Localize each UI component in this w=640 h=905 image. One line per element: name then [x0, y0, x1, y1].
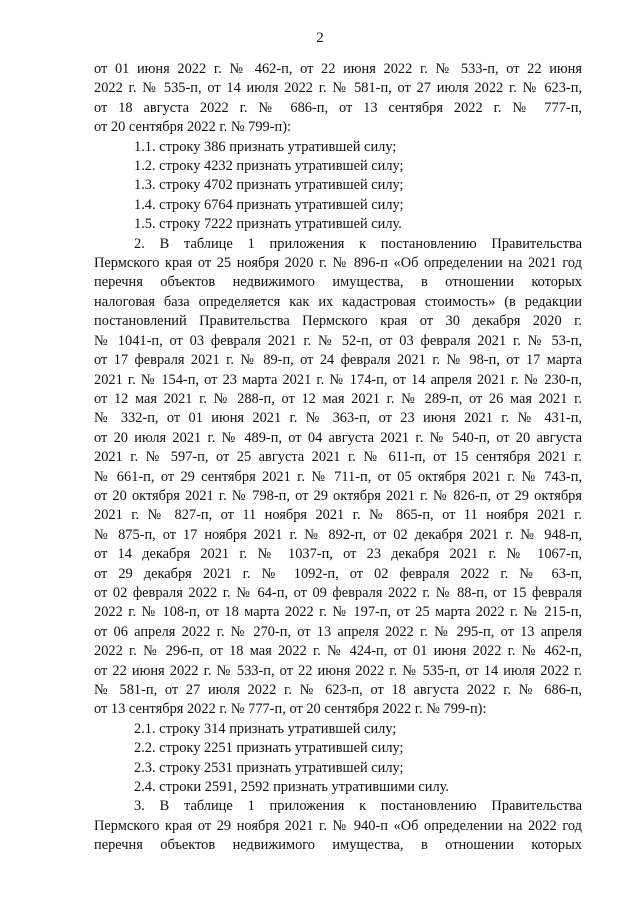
text-line: перечня объектов недвижимого имущества, в отношении которых	[94, 837, 582, 854]
text-line: от 22 июня 2022 г. № 533-п, от 22 июня 2022 г. № 535-п, от 14 июля 2022 г.	[94, 662, 582, 679]
text-line: от 17 февраля 2021 г. № 89-п, от 24 февраля 2021 г. № 98-п, от 17 марта	[94, 352, 582, 369]
text-line: 2.3. строку 2531 признать утратившей силу;	[134, 759, 404, 776]
text-line: 2022 г. № 296-п, от 18 мая 2022 г. № 424-п, от 01 июня 2022 г. № 462-п,	[94, 643, 582, 660]
text-line: 2.1. строку 314 признать утратившей силу;	[134, 720, 397, 737]
text-line: 2021 г. № 827-п, от 11 ноября 2021 г. № 865-п, от 11 ноября 2021 г.	[94, 507, 582, 524]
text-line: 2022 г. № 535-п, от 14 июля 2022 г. № 581-п, от 27 июля 2022 г. № 623-п,	[94, 80, 582, 97]
page-number: 2	[316, 30, 324, 46]
text-line: 1.3. строку 4702 признать утратившей силу;	[134, 177, 404, 194]
text-line: № 332-п, от 01 июня 2021 г. № 363-п, от 23 июня 2021 г. № 431-п,	[94, 410, 582, 427]
text-line: 1.4. строку 6764 признать утратившей силу;	[134, 196, 404, 213]
text-line: 2021 г. № 597-п, от 25 августа 2021 г. № 611-п, от 15 сентября 2021 г.	[94, 449, 582, 466]
text-line: от 13 сентября 2022 г. № 777-п, от 20 сентября 2022 г. № 799-п):	[94, 701, 487, 718]
document-body	[94, 60, 582, 856]
text-line: постановлений Правительства Пермского края от 30 декабря 2020 г.	[94, 313, 582, 330]
text-line: от 20 октября 2021 г. № 798-п, от 29 октября 2021 г. № 826-п, от 29 октября	[94, 487, 582, 504]
text-line: от 06 апреля 2022 г. № 270-п, от 13 апреля 2022 г. № 295-п, от 13 апреля	[94, 623, 582, 640]
text-line: перечня объектов недвижимого имущества, в отношении которых	[94, 274, 582, 291]
text-line: № 661-п, от 29 сентября 2021 г. № 711-п, от 05 октября 2021 г. № 743-п,	[94, 468, 582, 485]
text-line: Пермского края от 29 ноября 2021 г. № 940-п «Об определении на 2022 год	[94, 817, 582, 834]
text-line: от 12 мая 2021 г. № 288-п, от 12 мая 2021 г. № 289-п, от 26 мая 2021 г.	[94, 390, 582, 407]
text-line: № 581-п, от 27 июля 2022 г. № 623-п, от 18 августа 2022 г. № 686-п,	[94, 682, 582, 698]
text-line: 1.5. строку 7222 признать утратившей силу.	[134, 216, 402, 233]
text-line: от 20 сентября 2022 г. № 799-п):	[94, 119, 292, 136]
text-line: от 02 февраля 2022 г. № 64-п, от 09 февраля 2022 г. № 88-п, от 15 февраля	[94, 584, 582, 601]
text-line: № 875-п, от 17 ноября 2021 г. № 892-п, от 02 декабря 2021 г. № 948-п,	[94, 526, 582, 543]
text-line: налоговая база определяется как их кадастровая стоимость» (в редакции	[94, 293, 582, 310]
text-line: № 1041-п, от 03 февраля 2021 г. № 52-п, от 03 февраля 2021 г. № 53-п,	[94, 332, 582, 349]
text-line: от 20 июля 2021 г. № 489-п, от 04 августа 2021 г. № 540-п, от 20 августа	[94, 429, 582, 446]
text-line: от 18 августа 2022 г. № 686-п, от 13 сентября 2022 г. № 777-п,	[94, 99, 582, 116]
text-line: 3. В таблице 1 приложения к постановлению Правительства	[134, 798, 582, 815]
text-line: 1.2. строку 4232 признать утратившей силу;	[134, 158, 404, 175]
text-line: 2022 г. № 108-п, от 18 марта 2022 г. № 197-п, от 25 марта 2022 г. № 215-п,	[94, 604, 582, 621]
text-line: 1.1. строку 386 признать утратившей силу;	[134, 138, 397, 155]
text-line: 2. В таблице 1 приложения к постановлению Правительства	[134, 235, 582, 252]
text-line: 2.4. строки 2591, 2592 признать утратившими силу.	[134, 779, 449, 796]
text-line: Пермского края от 25 ноября 2020 г. № 896-п «Об определении на 2021 год	[94, 255, 582, 272]
text-line: от 01 июня 2022 г. № 462-п, от 22 июня 2022 г. № 533-п, от 22 июня	[94, 61, 582, 77]
text-line: 2021 г. № 154-п, от 23 марта 2021 г. № 174-п, от 14 апреля 2021 г. № 230-п,	[94, 371, 582, 388]
text-line: от 14 декабря 2021 г. № 1037-п, от 23 декабря 2021 г. № 1067-п,	[94, 546, 582, 563]
text-line: от 29 декабря 2021 г. № 1092-п, от 02 февраля 2022 г. № 63-п,	[94, 565, 582, 582]
text-line: 2.2. строку 2251 признать утратившей силу;	[134, 740, 404, 757]
